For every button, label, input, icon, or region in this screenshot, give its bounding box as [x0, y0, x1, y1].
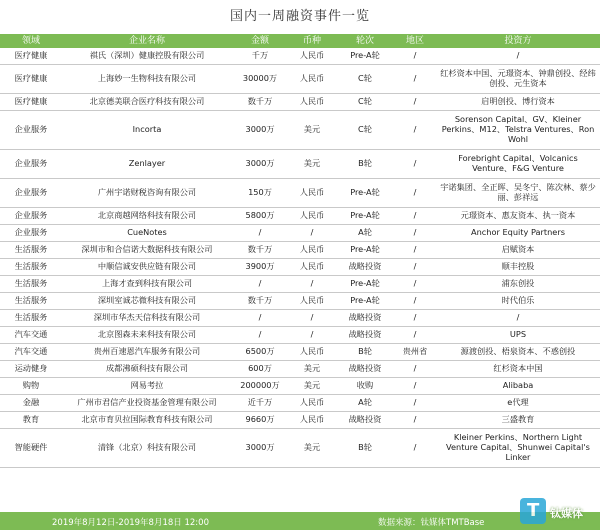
- amount-cell: /: [232, 225, 288, 242]
- round-cell: C轮: [336, 111, 394, 150]
- currency-cell: /: [288, 310, 336, 327]
- amount-cell: 数千万: [232, 242, 288, 259]
- region-cell: /: [394, 65, 436, 94]
- round-cell: Pre-A轮: [336, 48, 394, 65]
- sector-cell: 汽车交通: [0, 344, 62, 361]
- amount-cell: 6500万: [232, 344, 288, 361]
- region-cell: /: [394, 395, 436, 412]
- investors-cell: Anchor Equity Partners: [436, 225, 600, 242]
- investors-cell: 元璟资本、惠友资本、执一资本: [436, 208, 600, 225]
- column-header: 领域: [0, 34, 62, 48]
- amount-cell: /: [232, 327, 288, 344]
- table-row: [0, 361, 600, 378]
- sector-cell: 生活服务: [0, 276, 62, 293]
- table-row: [0, 65, 600, 94]
- currency-cell: 人民币: [288, 412, 336, 429]
- sector-cell: 企业服务: [0, 208, 62, 225]
- company-cell: 北京图森未来科技有限公司: [62, 327, 232, 344]
- company-cell: 祺氏（深圳）健康控股有限公司: [62, 48, 232, 65]
- round-cell: B轮: [336, 429, 394, 468]
- investors-cell: Forebright Capital、Volcanics Venture、F&G Venture: [436, 150, 600, 179]
- investors-cell: /: [436, 48, 600, 65]
- sector-cell: 企业服务: [0, 225, 62, 242]
- company-cell: 清锋（北京）科技有限公司: [62, 429, 232, 468]
- sector-cell: 企业服务: [0, 150, 62, 179]
- company-cell: 深圳市和合信诺大数据科技有限公司: [62, 242, 232, 259]
- currency-cell: 美元: [288, 378, 336, 395]
- table-row: [0, 310, 600, 327]
- investors-cell: Sorenson Capital、GV、Kleiner Perkins、M12、Telstra Ventures、Ron Wohl: [436, 111, 600, 150]
- round-cell: 战略投资: [336, 259, 394, 276]
- amount-cell: /: [232, 310, 288, 327]
- amount-cell: 200000万: [232, 378, 288, 395]
- region-cell: /: [394, 242, 436, 259]
- amount-cell: 3000万: [232, 429, 288, 468]
- region-cell: 贵州省: [394, 344, 436, 361]
- round-cell: A轮: [336, 225, 394, 242]
- company-cell: 北京商越网络科技有限公司: [62, 208, 232, 225]
- round-cell: C轮: [336, 94, 394, 111]
- region-cell: /: [394, 293, 436, 310]
- sector-cell: 汽车交通: [0, 327, 62, 344]
- company-cell: 上海妙一生物科技有限公司: [62, 65, 232, 94]
- currency-cell: 人民币: [288, 94, 336, 111]
- region-cell: /: [394, 276, 436, 293]
- table-row: [0, 225, 600, 242]
- tmtpost-logo-icon: T: [520, 498, 546, 524]
- currency-cell: 人民币: [288, 179, 336, 208]
- page-title: 国内一周融资事件一览: [229, 9, 370, 24]
- table-row: [0, 378, 600, 395]
- region-cell: /: [394, 225, 436, 242]
- region-cell: /: [394, 259, 436, 276]
- column-header: 地区: [394, 34, 436, 48]
- round-cell: 战略投资: [336, 310, 394, 327]
- sector-cell: 生活服务: [0, 310, 62, 327]
- round-cell: B轮: [336, 344, 394, 361]
- currency-cell: 人民币: [288, 208, 336, 225]
- region-cell: /: [394, 310, 436, 327]
- company-cell: 贵州百速恩汽车服务有限公司: [62, 344, 232, 361]
- currency-cell: 人民币: [288, 344, 336, 361]
- investors-cell: Kleiner Perkins、Northern Light Venture Capital、Shunwei Capital's Linker: [436, 429, 600, 468]
- watermark: [520, 496, 592, 526]
- table-row: [0, 276, 600, 293]
- table-row: [0, 94, 600, 111]
- amount-cell: 5800万: [232, 208, 288, 225]
- funding-table: [0, 34, 600, 468]
- investors-cell: 三盛教育: [436, 412, 600, 429]
- region-cell: /: [394, 111, 436, 150]
- company-cell: 上海才查到科技有限公司: [62, 276, 232, 293]
- currency-cell: 人民币: [288, 242, 336, 259]
- round-cell: Pre-A轮: [336, 242, 394, 259]
- round-cell: Pre-A轮: [336, 276, 394, 293]
- round-cell: Pre-A轮: [336, 208, 394, 225]
- footer-bar: [0, 512, 600, 530]
- round-cell: Pre-A轮: [336, 179, 394, 208]
- round-cell: A轮: [336, 395, 394, 412]
- amount-cell: 3000万: [232, 150, 288, 179]
- table-header-row: [0, 34, 600, 48]
- currency-cell: 美元: [288, 361, 336, 378]
- currency-cell: 人民币: [288, 259, 336, 276]
- watermark-text: 钛媒体: [550, 507, 583, 520]
- company-cell: 广州宇诺财税咨询有限公司: [62, 179, 232, 208]
- currency-cell: 美元: [288, 150, 336, 179]
- table-row: [0, 395, 600, 412]
- amount-cell: 9660万: [232, 412, 288, 429]
- investors-cell: e代理: [436, 395, 600, 412]
- table-row: [0, 242, 600, 259]
- investors-cell: Alibaba: [436, 378, 600, 395]
- company-cell: 北京市育贝拉国际教育科技有限公司: [62, 412, 232, 429]
- sector-cell: 企业服务: [0, 111, 62, 150]
- round-cell: 战略投资: [336, 361, 394, 378]
- sector-cell: 医疗健康: [0, 48, 62, 65]
- amount-cell: 600万: [232, 361, 288, 378]
- company-cell: 深圳室诚芯微科技有限公司: [62, 293, 232, 310]
- sector-cell: 金融: [0, 395, 62, 412]
- table-row: [0, 259, 600, 276]
- amount-cell: 近千万: [232, 395, 288, 412]
- table-row: [0, 150, 600, 179]
- region-cell: /: [394, 361, 436, 378]
- company-cell: 广州市君信产业投资基金管理有限公司: [62, 395, 232, 412]
- investors-cell: 红杉资本中国: [436, 361, 600, 378]
- amount-cell: 3900万: [232, 259, 288, 276]
- investors-cell: 启明创投、博行资本: [436, 94, 600, 111]
- sector-cell: 生活服务: [0, 293, 62, 310]
- company-cell: CueNotes: [62, 225, 232, 242]
- region-cell: /: [394, 179, 436, 208]
- investors-cell: 浦东创投: [436, 276, 600, 293]
- currency-cell: /: [288, 327, 336, 344]
- column-header: 企业名称: [62, 34, 232, 48]
- round-cell: B轮: [336, 150, 394, 179]
- sector-cell: 购物: [0, 378, 62, 395]
- company-cell: 深圳市华杰天信科技有限公司: [62, 310, 232, 327]
- table-row: [0, 179, 600, 208]
- round-cell: 战略投资: [336, 412, 394, 429]
- region-cell: /: [394, 327, 436, 344]
- sector-cell: 教育: [0, 412, 62, 429]
- round-cell: C轮: [336, 65, 394, 94]
- table-row: [0, 327, 600, 344]
- table-row: [0, 293, 600, 310]
- sector-cell: 医疗健康: [0, 94, 62, 111]
- investors-cell: UPS: [436, 327, 600, 344]
- region-cell: /: [394, 150, 436, 179]
- currency-cell: /: [288, 276, 336, 293]
- currency-cell: 人民币: [288, 65, 336, 94]
- round-cell: Pre-A轮: [336, 293, 394, 310]
- region-cell: /: [394, 94, 436, 111]
- date-range: 2019年8月12日-2019年8月18日 12:00: [52, 518, 209, 528]
- data-source: 数据来源：钛媒体TMTBase: [378, 518, 485, 528]
- amount-cell: 150万: [232, 179, 288, 208]
- region-cell: /: [394, 208, 436, 225]
- currency-cell: 人民币: [288, 48, 336, 65]
- table-row: [0, 344, 600, 361]
- investors-cell: 顺丰控股: [436, 259, 600, 276]
- region-cell: /: [394, 48, 436, 65]
- column-header: 投资方: [436, 34, 600, 48]
- table-row: [0, 48, 600, 65]
- company-cell: 成都沸硕科技有限公司: [62, 361, 232, 378]
- table-row: [0, 111, 600, 150]
- investors-cell: /: [436, 310, 600, 327]
- amount-cell: 数千万: [232, 293, 288, 310]
- table-row: [0, 429, 600, 468]
- investors-cell: 宇诺集团、全正晖、吴冬宁、陈次林、蔡少丽、彭祥远: [436, 179, 600, 208]
- table-body: [0, 48, 600, 468]
- amount-cell: /: [232, 276, 288, 293]
- currency-cell: /: [288, 225, 336, 242]
- amount-cell: 3000万: [232, 111, 288, 150]
- sector-cell: 企业服务: [0, 179, 62, 208]
- table-row: [0, 412, 600, 429]
- region-cell: /: [394, 378, 436, 395]
- sector-cell: 生活服务: [0, 242, 62, 259]
- company-cell: 北京德美联合医疗科技有限公司: [62, 94, 232, 111]
- currency-cell: 美元: [288, 111, 336, 150]
- currency-cell: 人民币: [288, 293, 336, 310]
- sector-cell: 运动健身: [0, 361, 62, 378]
- sector-cell: 医疗健康: [0, 65, 62, 94]
- region-cell: /: [394, 429, 436, 468]
- amount-cell: 30000万: [232, 65, 288, 94]
- investors-cell: 源渡创投、梧泉资本、不惑创投: [436, 344, 600, 361]
- sector-cell: 智能硬件: [0, 429, 62, 468]
- column-header: 轮次: [336, 34, 394, 48]
- investors-cell: 启赋资本: [436, 242, 600, 259]
- amount-cell: 千万: [232, 48, 288, 65]
- round-cell: 收购: [336, 378, 394, 395]
- amount-cell: 数千万: [232, 94, 288, 111]
- company-cell: Zenlayer: [62, 150, 232, 179]
- currency-cell: 美元: [288, 429, 336, 468]
- column-header: 币种: [288, 34, 336, 48]
- region-cell: /: [394, 412, 436, 429]
- table-row: [0, 208, 600, 225]
- round-cell: 战略投资: [336, 327, 394, 344]
- column-header: 金额: [232, 34, 288, 48]
- currency-cell: 人民币: [288, 395, 336, 412]
- investors-cell: 红杉资本中国、元璟资本、钟鼎创投、经纬创投、元生资本: [436, 65, 600, 94]
- company-cell: Incorta: [62, 111, 232, 150]
- company-cell: 中顺信诚安供应链有限公司: [62, 259, 232, 276]
- company-cell: 网易考拉: [62, 378, 232, 395]
- investors-cell: 时代伯乐: [436, 293, 600, 310]
- sector-cell: 生活服务: [0, 259, 62, 276]
